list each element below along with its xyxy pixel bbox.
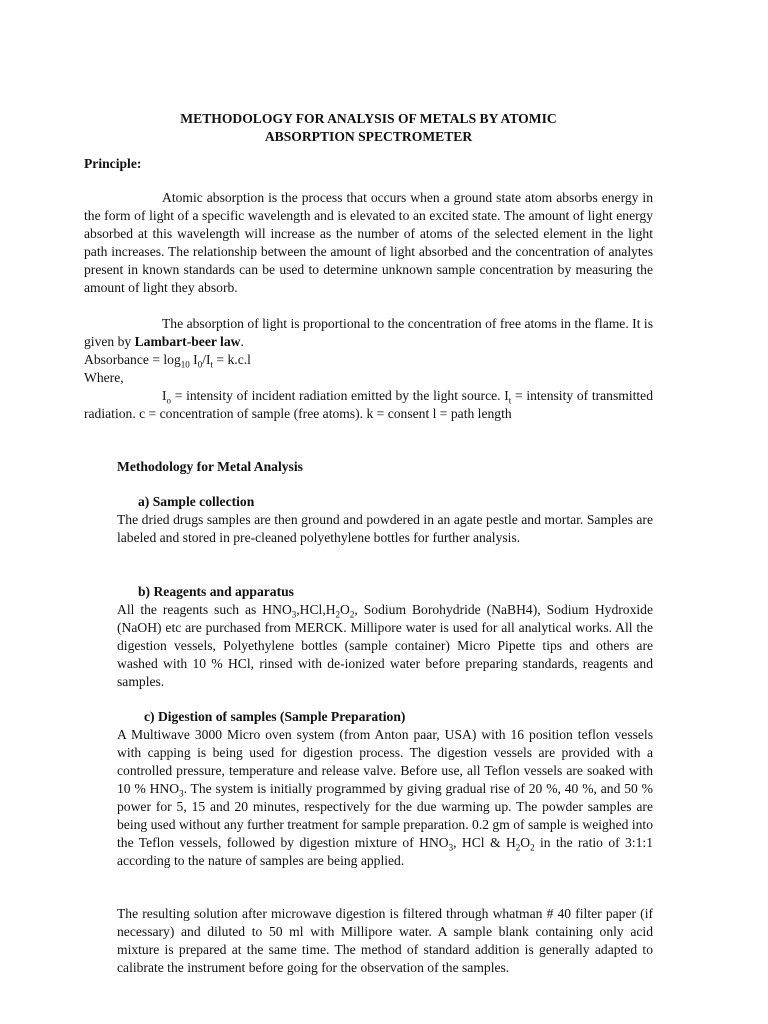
principle-paragraph-1: Atomic absorption is the process that occurs when a ground state atom absorbs energy in the form of light of a specific wavelength and is elevated to an excited state. The amount of light energy absorbed at this wavelength will increase as the number of atoms of the selected element in the light path increases. The relationship between the amount of light absorbed and the concentration of analytes present in known standards can be used to determine unknown sample concentration by measuring the amount of light they absorb. (84, 190, 653, 295)
variable-definitions: $I_o$ = intensity of incident radiation emitted by the light source. $I_t$ = intensity of transmitted radiation. c = concentration of sample (free atoms). k = consent l = path length (84, 388, 653, 421)
section-a-text: The dried drugs samples are then ground and powdered in an agate pestle and mortar. Samples are labeled and stored in pre-cleaned polyethylene bottles for further analysis. (117, 512, 653, 545)
title-line-2: ABSORPTION SPECTROMETER (264, 129, 473, 144)
methodology-heading: Methodology for Metal Analysis (117, 459, 303, 474)
principle-paragraph-2: The absorption of light is proportional to the concentration of free atoms in the flame. It is given by Lambart-beer law. (84, 316, 653, 349)
final-paragraph: The resulting solution after microwave digestion is filtered through whatman # 40 filter paper (if necessary) and diluted to 50 ml with Millipore water. A sample blank containing only acid mixture is prepared at the same time. The method of standard addition is generally adapted to calibrate the instrument before going for the observation of the samples. (117, 906, 653, 975)
section-b-text: All the reagents such as $HNO_3,HCl,H_2O_2$, Sodium Borohydride (NaBH4), Sodium Hydroxide (NaOH) etc are purchased from MERCK. Millipore water is used for all analytical works. All the digestion vessels, Polyethylene bottles (sample container) Micro Pipette tips and others are washed with 10 % HCl, rinsed with de-ionized water before preparing standards, reagents and samples. (117, 602, 654, 689)
lambert-beer-law: Lambart-beer law (134, 334, 241, 349)
where-label: Where, (84, 370, 124, 385)
section-c-text: A Multiwave 3000 Micro oven system (from Anton paar, USA) with 16 position teflon vessels with capping is being used for digestion process. The digestion vessels are provided with a controlled pressure, temperature and release valve. Before use, all Teflon vessels are soaked with 10 % $HNO_3$. The system is initially programmed by giving gradual rise of 20 %, 40 %, and 50 % power for 5, 15 and 20 minutes, respectively for the due warming up. The powder samples are being used without any further treatment for sample preparation. 0.2 gm of sample is weighed into the Teflon vessels, followed by digestion mixture of $HNO_3$, HCl & $H_2O_2$ in the ratio of 3:1:1 according to the nature of samples are being applied. (117, 727, 653, 868)
document-title (84, 110, 653, 146)
section-a-heading: a) Sample collection (138, 494, 255, 509)
section-b-heading: b) Reagents and apparatus (138, 584, 294, 599)
absorbance-formula: Absorbance = $\log_{10} I_0/I_t = k.c.l$ (84, 352, 251, 370)
principle-heading: Principle: (84, 156, 142, 171)
section-c-heading: c) Digestion of samples (Sample Preparation) (144, 709, 406, 724)
title-line-1: METHODOLOGY FOR ANALYSIS OF METALS BY ATOMIC (180, 111, 557, 126)
